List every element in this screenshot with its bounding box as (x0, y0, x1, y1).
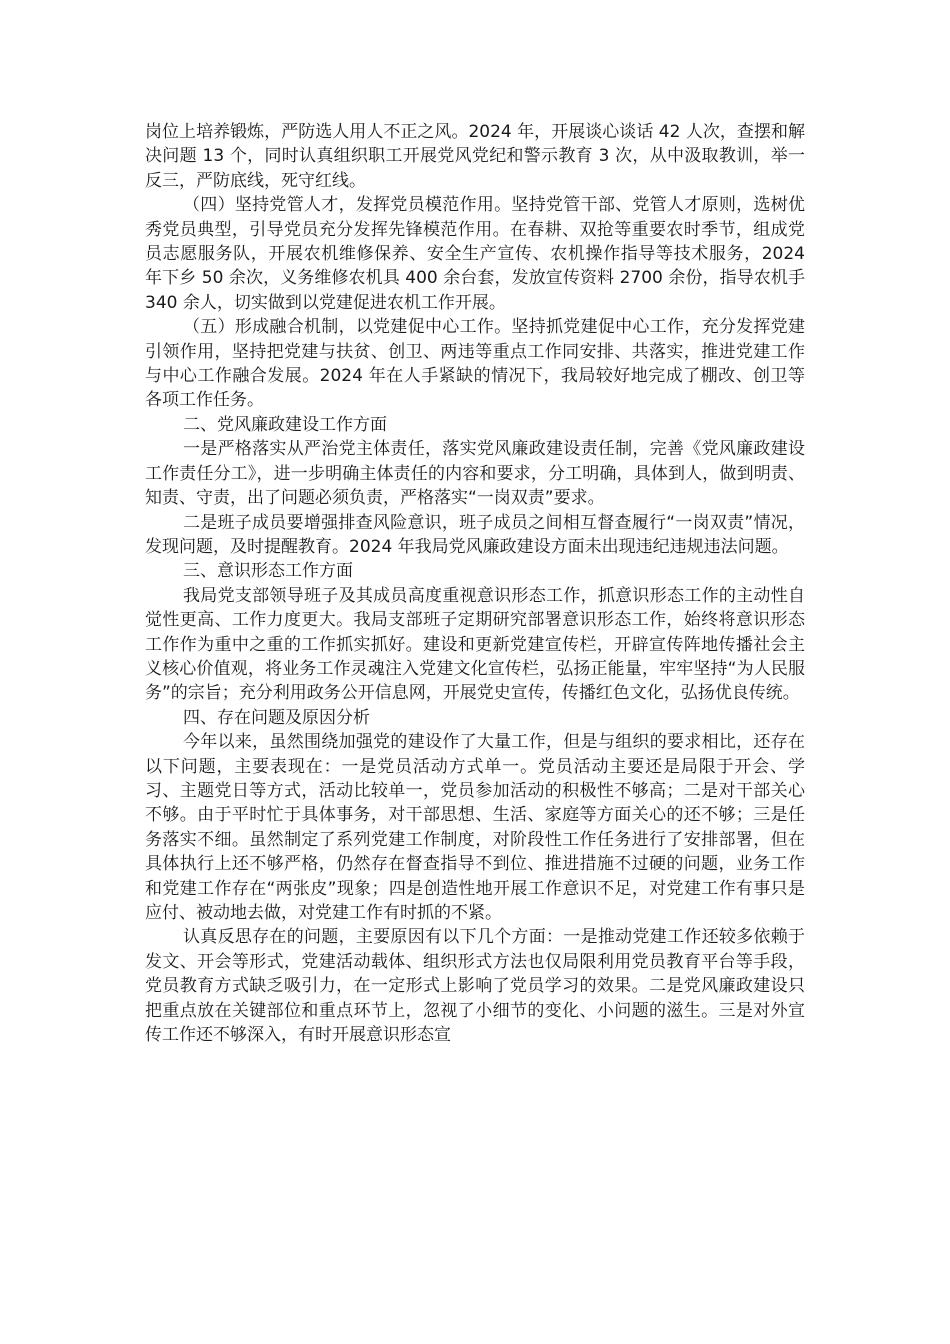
paragraph-causes: 认真反思存在的问题，主要原因有以下几个方面：一是推动党建工作还较多依赖于发文、开会等形式，党建活动载体、组织形式方法也仅局限利用党员教育平台等手段，党员教育方式缺乏吸引力，在一定形式上影响了党员学习的效果。二是党风廉政建设只把重点放在关键部位和重点环节上，忽视了小细节的变化、小问题的滋生。三是对外宣传工作还不够深入，有时开展意识形态宣 (145, 927, 805, 1046)
heading-problems-analysis: 四、存在问题及原因分析 (183, 707, 370, 728)
paragraph-intro: 岗位上培养锻炼，严防选人用人不正之风。2024 年，开展谈心谈话 42 人次，查摆和解决问题 13 个，同时认真组织职工开展党风党纪和警示教育 3 次，从中汲取教训，举一反三，严防底线，死守红线。 (145, 122, 805, 191)
paragraph-integrity-2: 二是班子成员要增强排查风险意识，班子成员之间相互督查履行“一岗双责”情况，发现问题，及时提醒教育。2024 年我局党风廉政建设方面未出现违纪违规违法问题。 (145, 512, 805, 557)
paragraph-problems: 今年以来，虽然围绕加强党的建设作了大量工作，但是与组织的要求相比，还存在以下问题，主要表现在：一是党员活动方式单一。党员活动主要还是局限于开会、学习、主题党日等方式，活动比较单一，党员参加活动的积极性不够高；二是对干部关心不够。由于平时忙于具体事务，对干部思想、生活、家庭等方面关心的还不够；三是任务落实不细。虽然制定了系列党建工作制度，对阶段性工作任务进行了安排部署，但在具体执行上还不够严格，仍然存在督查指导不到位、推进措施不过硬的问题，业务工作和党建工作存在“两张皮”现象；四是创造性地开展工作意识不足，对党建工作有事只是应付、被动地去做，对党建工作有时抓的不紧。 (145, 732, 805, 923)
document-body (145, 120, 805, 1047)
heading-party-integrity: 二、党风廉政建设工作方面 (183, 414, 387, 435)
paragraph-section-4: （四）坚持党管人才，发挥党员模范作用。坚持党管干部、党管人才原则，选树优秀党员典型，引导党员充分发挥先锋模范作用。在春耕、双抢等重要农时季节，组成党员志愿服务队，开展农机维修保养、安全生产宣传、农机操作指导等技术服务，2024 年下乡 50 余次，义务维修农机具 400 余台套，发放宣传资料 2700 余份，指导农机手 340 余人，切实做到以党建促进农机工作开展。 (145, 195, 805, 313)
paragraph-ideology: 我局党支部领导班子及其成员高度重视意识形态工作，抓意识形态工作的主动性自觉性更高、工作力度更大。我局支部班子定期研究部署意识形态工作，始终将意识形态工作作为重中之重的工作抓实抓好。建设和更新党建宣传栏，开辟宣传阵地传播社会主义核心价值观，将业务工作灵魂注入党建文化宣传栏，弘扬正能量，牢牢坚持“为人民服务”的宗旨；充分利用政务公开信息网，开展党史宣传，传播红色文化，弘扬优良传统。 (145, 585, 805, 704)
paragraph-section-5: （五）形成融合机制，以党建促中心工作。坚持抓党建促中心工作，充分发挥党建引领作用，坚持把党建与扶贫、创卫、两违等重点工作同安排、共落实，推进党建工作与中心工作融合发展。2024 年在人手紧缺的情况下，我局较好地完成了棚改、创卫等各项工作任务。 (145, 317, 805, 411)
paragraph-integrity-1: 一是严格落实从严治党主体责任，落实党风廉政建设责任制，完善《党风廉政建设工作责任分工》，进一步明确主体责任的内容和要求，分工明确，具体到人，做到明责、知责、守责，出了问题必须负责，严格落实“一岗双责”要求。 (145, 439, 805, 509)
heading-ideology-work: 三、意识形态工作方面 (183, 561, 353, 582)
